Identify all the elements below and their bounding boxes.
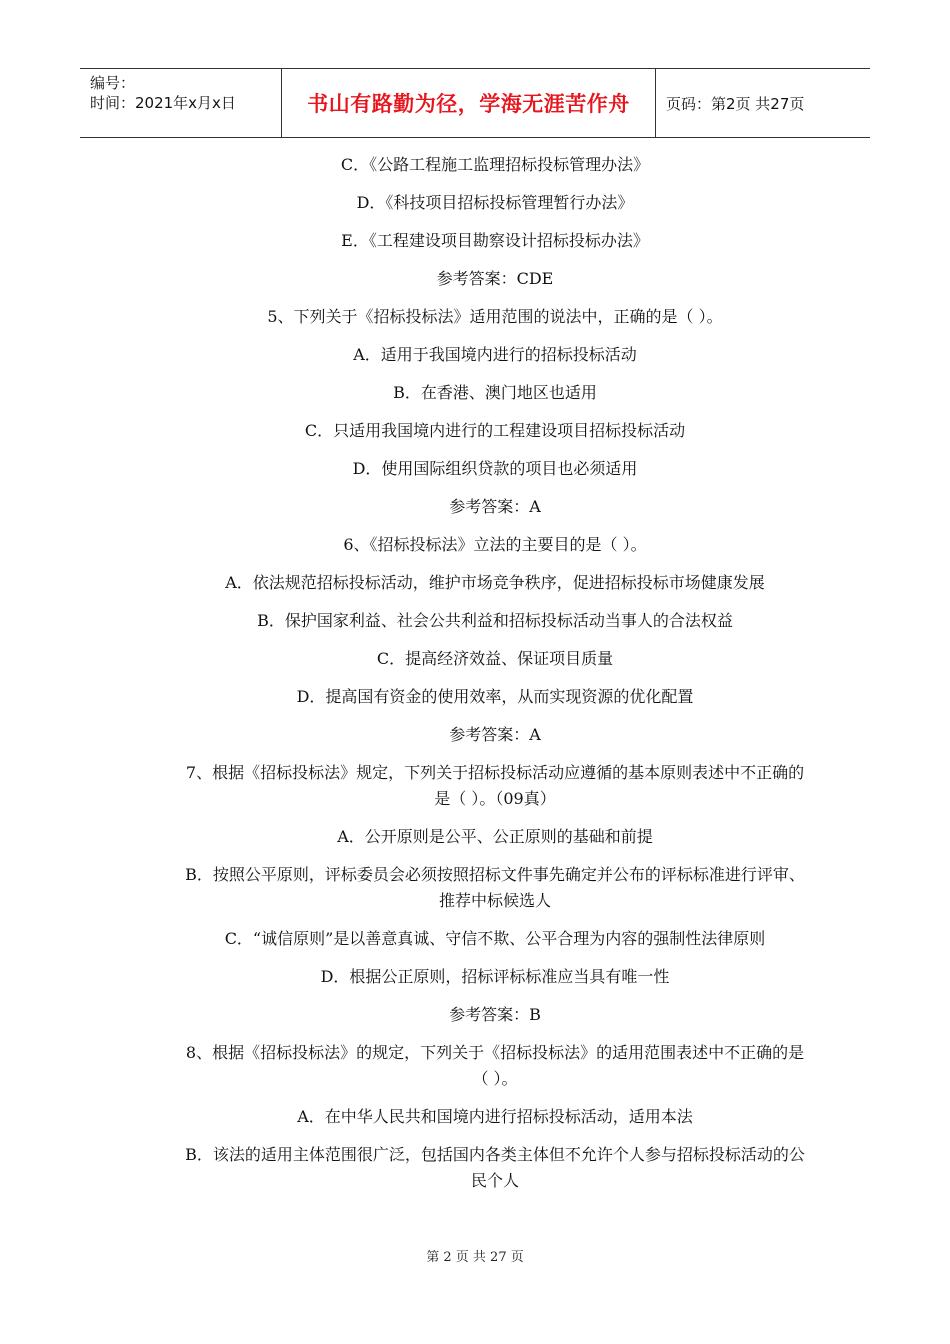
option-line: A．依法规范招标投标活动，维护市场竞争秩序，促进招标投标市场健康发展	[225, 573, 765, 592]
question-line: 6、《招标投标法》立法的主要目的是（ ）。	[343, 535, 647, 554]
header-page-info: 页码：第2页 共27页	[666, 94, 805, 113]
option-line: B．按照公平原则，评标委员会必须按照招标文件事先确定并公布的评标标准进行评审、推荐中标候选人	[185, 865, 805, 910]
answer-line: 参考答案：A	[449, 497, 541, 516]
answer-line: 参考答案：B	[449, 1005, 541, 1024]
document-time: 时间：2021年x月x日	[90, 94, 236, 112]
option-line: B．该法的适用主体范围很广泛，包括国内各类主体但不允许个人参与招标投标活动的公民个人	[185, 1145, 805, 1190]
answer-line: 参考答案：A	[449, 725, 541, 744]
option-line: C．“诚信原则”是以善意真诚、守信不欺、公平合理为内容的强制性法律原则	[224, 929, 766, 948]
option-line: C．只适用我国境内进行的工程建设项目招标投标活动	[304, 421, 686, 440]
option-line: E．《工程建设项目勘察设计招标投标办法》	[341, 231, 649, 250]
option-line: D．《科技项目招标投标管理暂行办法》	[356, 193, 634, 212]
option-line: D．根据公正原则，招标评标标准应当具有唯一性	[320, 967, 670, 986]
option-line: A．公开原则是公平、公正原则的基础和前提	[337, 827, 653, 846]
question-line: 7、根据《招标投标法》规定，下列关于招标投标活动应遵循的基本原则表述中不正确的是（ ）。（09真）	[185, 763, 805, 808]
header-motto: 书山有路勤为径，学海无涯苦作舟	[282, 69, 656, 137]
option-line: C．提高经济效益、保证项目质量	[376, 649, 614, 668]
page-footer: 第 2 页 共 27 页	[426, 1250, 524, 1265]
option-line: D．使用国际组织贷款的项目也必须适用	[352, 459, 638, 478]
question-line: 5、下列关于《招标投标法》适用范围的说法中，正确的是（ ）。	[267, 307, 723, 326]
option-line: B．保护国家利益、社会公共利益和招标投标活动当事人的合法权益	[257, 611, 733, 630]
page-header	[80, 68, 870, 138]
option-line: A．在中华人民共和国境内进行招标投标活动，适用本法	[297, 1107, 693, 1126]
option-line: C．《公路工程施工监理招标投标管理办法》	[340, 155, 650, 174]
option-line: A．适用于我国境内进行的招标投标活动	[353, 345, 637, 364]
question-line: 8、根据《招标投标法》的规定，下列关于《招标投标法》的适用范围表述中不正确的是（ ）。	[185, 1043, 805, 1088]
document-code-label: 编号：	[90, 74, 136, 92]
document-body	[180, 152, 810, 1206]
option-line: B．在香港、澳门地区也适用	[393, 383, 597, 402]
answer-line: 参考答案：CDE	[436, 269, 554, 288]
option-line: D．提高国有资金的使用效率，从而实现资源的优化配置	[296, 687, 694, 706]
header-meta	[80, 69, 282, 137]
